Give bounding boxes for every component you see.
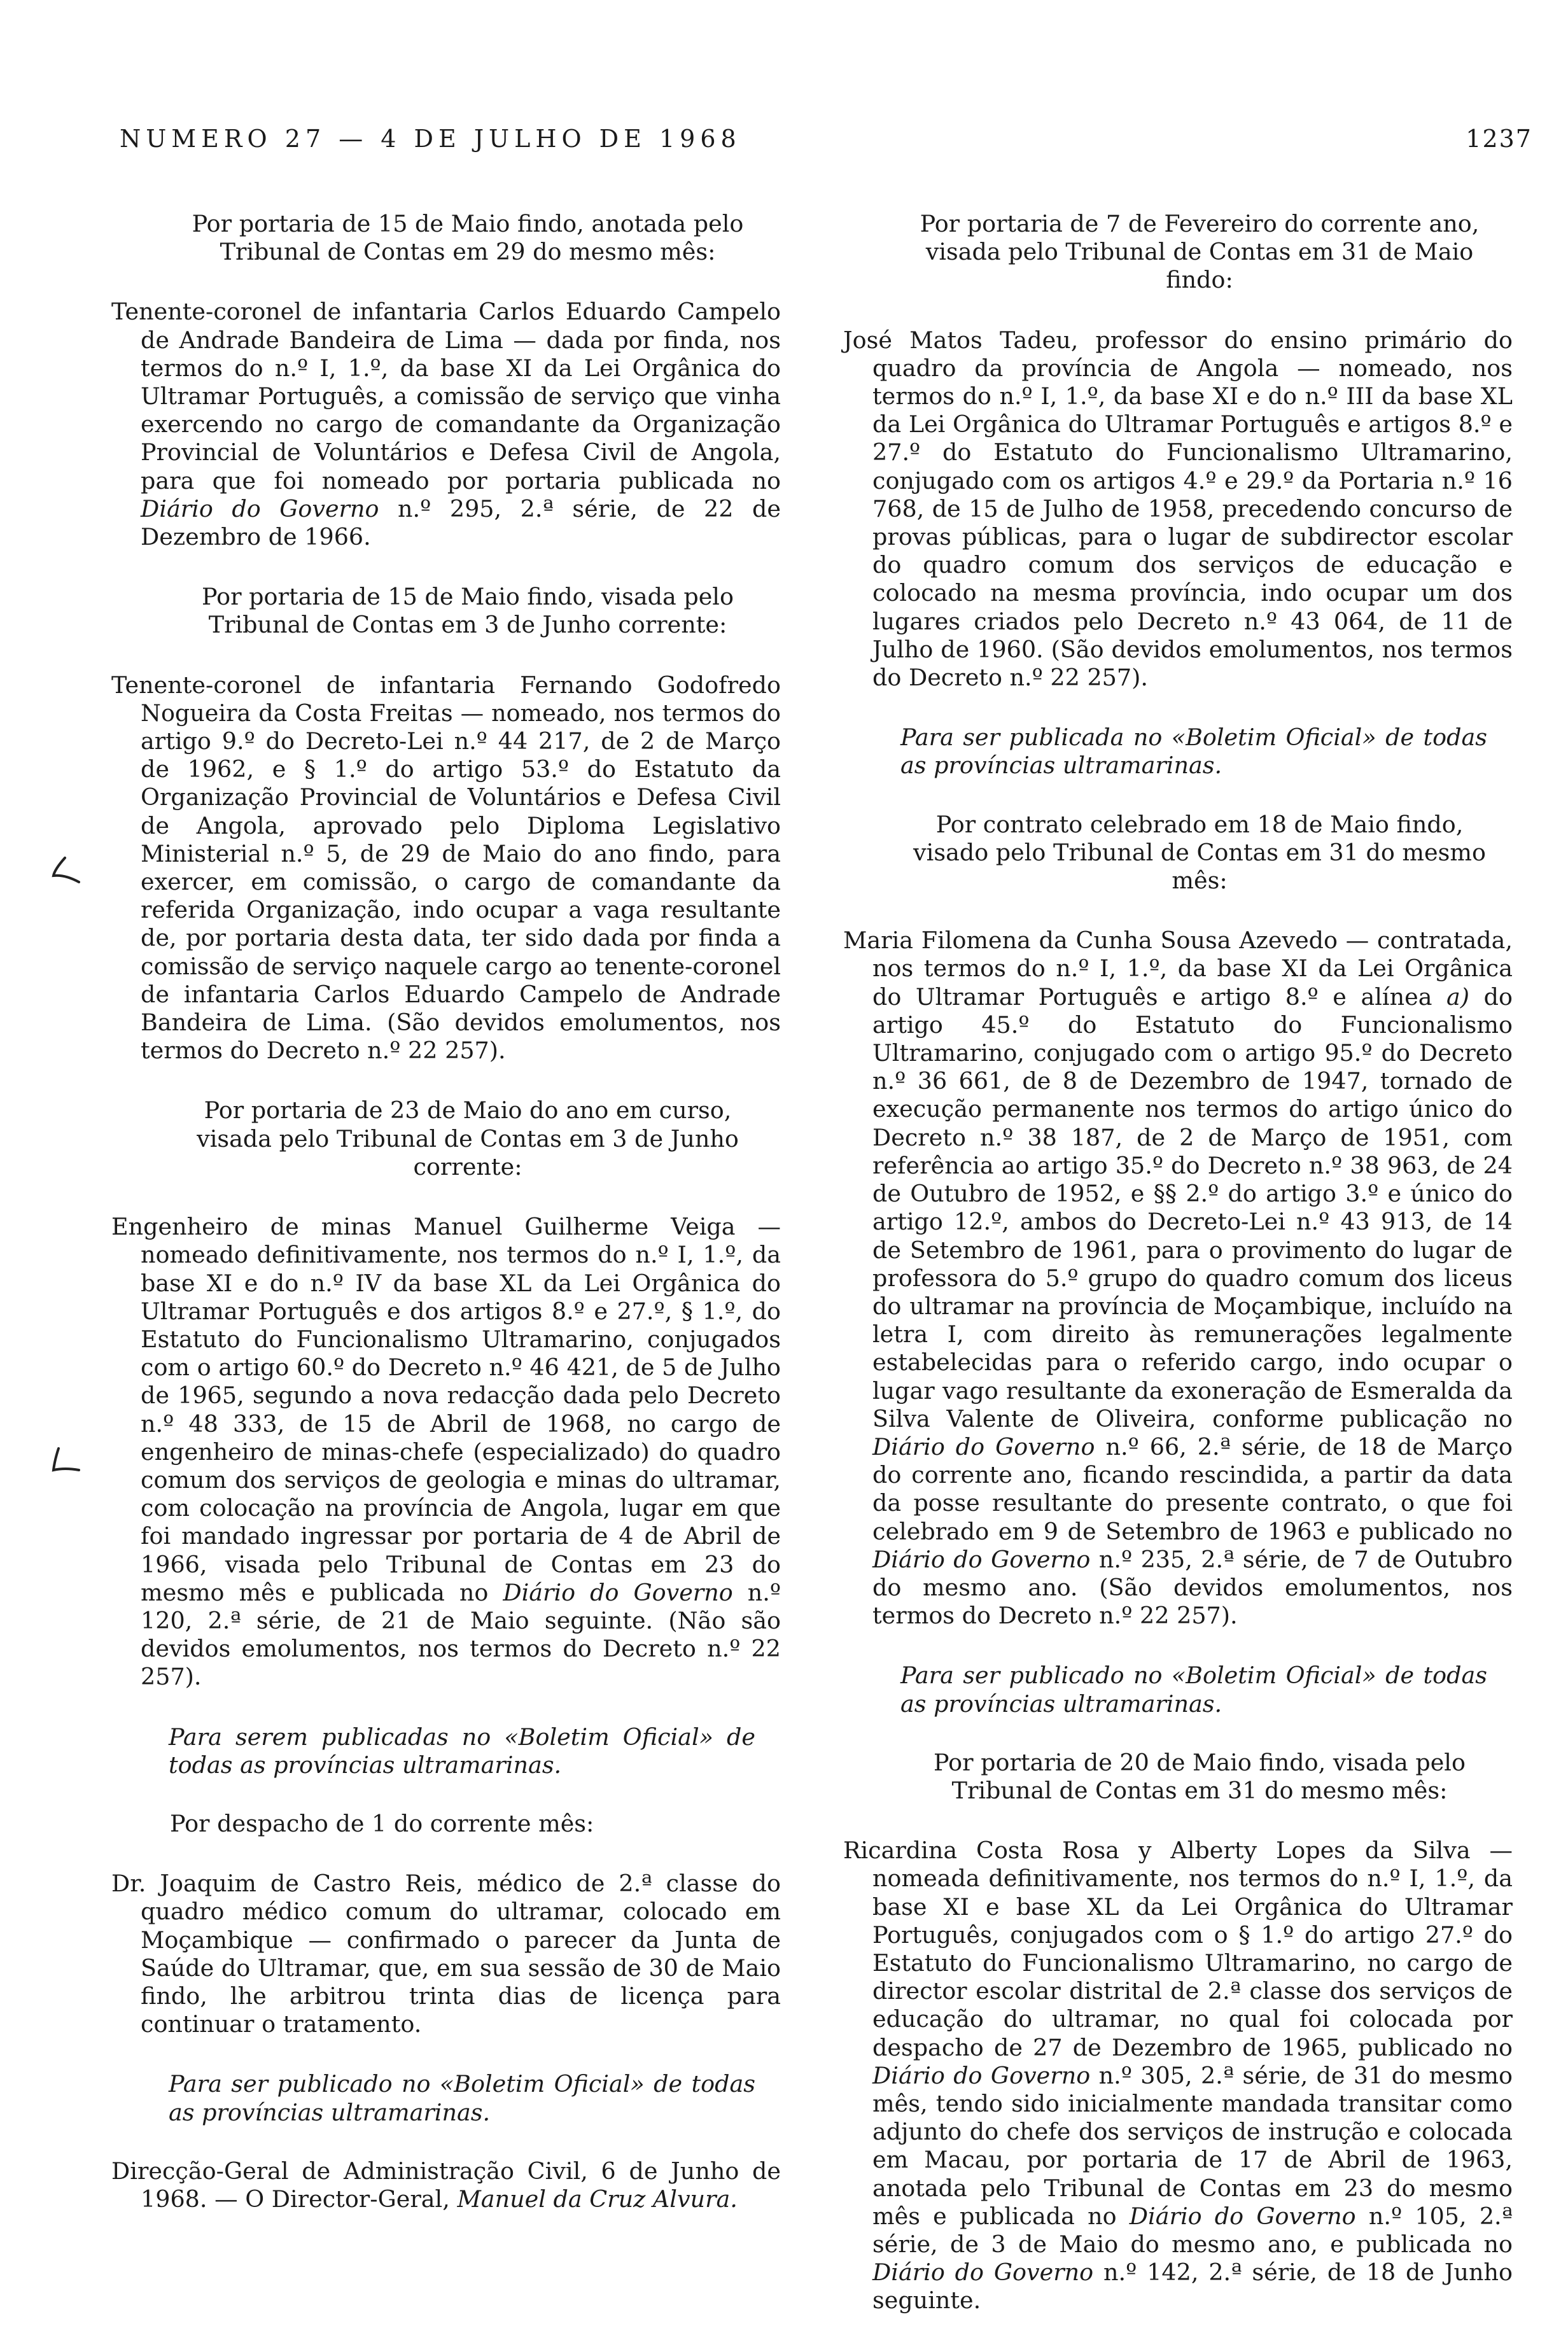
intro-paragraph: Por portaria de 15 de Maio findo, visada pelo Tribunal de Contas em 3 de Junho corrente:: [202, 583, 734, 639]
entry-paragraph: Dr. Joaquim de Castro Reis, médico de 2.ª classe do quadro médico comum do ultramar, colocado em Moçambique — confirmado o parecer da Junta de Saúde do Ultramar, que, em sua sessão de 30 de Maio findo, lhe arbitrou trinta dias de licença para continuar o tratamento.: [111, 1870, 781, 2038]
intro-paragraph: Por contrato celebrado em 18 de Maio findo, visado pelo Tribunal de Contas em 31 do mesmo mês:: [913, 810, 1486, 895]
entry-paragraph: Tenente-coronel de infantaria Fernando Godofredo Nogueira da Costa Freitas — nomeado, nos termos do artigo 9.º do Decreto-Lei n.º 44 217, de 2 de Março de 1962, e § 1.º do artigo 53.º do Estatuto da Organização Provincial de Voluntários e Defesa Civil de Angola, aprovado pelo Diploma Legislativo Ministerial n.º 5, de 29 de Maio do ano findo, para exercer, em comissão, o cargo de comandante da referida Organização, indo ocupar a vaga resultante de, por portaria desta data, ter sido dada por finda a comissão de serviço naquele cargo ao tenente-coronel de infantaria Carlos Eduardo Campelo de Andrade Bandeira de Lima. (São devidos emolumentos, nos termos do Decreto n.º 22 257).: [111, 671, 781, 1065]
signature-line: Direcção-Geral de Administração Civil, 6 de Junho de 1968. — O Director-Geral, Manuel da Cruz Alvura.: [111, 2157, 781, 2213]
publication-note: Para ser publicada no «Boletim Oficial» de todas as províncias ultramarinas.: [900, 724, 1487, 780]
header-title: NUMERO 27 — 4 DE JULHO DE 1968: [120, 125, 741, 153]
entry-paragraph: Engenheiro de minas Manuel Guilherme Veiga — nomeado definitivamente, nos termos do n.º I, 1.º, da base XI e do n.º IV da base XL da Lei Orgânica do Ultramar Português e dos artigos 8.º e 27.º, § 1.º, do Estatuto do Funcionalismo Ultramarino, conjugados com o artigo 60.º do Decreto n.º 46 421, de 5 de Julho de 1965, segundo a nova redacção dada pelo Decreto n.º 48 333, de 15 de Abril de 1968, no cargo de engenheiro de minas-chefe (especializado) do quadro comum dos serviços de geologia e minas do ultramar, com colocação na província de Angola, lugar em que foi mandado ingressar por portaria de 4 de Abril de 1966, visada pelo Tribunal de Contas em 23 do mesmo mês e publicada no Diário do Governo n.º 120, 2.ª série, de 21 de Maio seguinte. (Não são devidos emolumentos, nos termos do Decreto n.º 22 257).: [111, 1213, 781, 1691]
entry-paragraph: Tenente-coronel de infantaria Carlos Eduardo Campelo de Andrade Bandeira de Lima — dada por finda, nos termos do n.º I, 1.º, da base XI da Lei Orgânica do Ultramar Português, a comissão de serviço que vinha exercendo no cargo de comandante da Organização Provincial de Voluntários e Defesa Civil de Angola, para que foi nomeado por portaria publicada no Diário do Governo n.º 295, 2.ª série, de 22 de Dezembro de 1966.: [111, 298, 781, 551]
handwritten-mark-icon: [45, 1445, 83, 1483]
publication-note: Para ser publicado no «Boletim Oficial» de todas as províncias ultramarinas.: [900, 1662, 1487, 1718]
intro-paragraph: Por portaria de 20 de Maio findo, visada pelo Tribunal de Contas em 31 do mesmo mês:: [934, 1748, 1466, 1804]
entry-paragraph: Ricardina Costa Rosa y Alberty Lopes da Silva — nomeada definitivamente, nos termos do n.º I, 1.º, da base XI e base XL da Lei Orgânica do Ultramar Português, conjugados com o § 1.º do artigo 27.º do Estatuto do Funcionalismo Ultramarino, no cargo de director escolar distrital de 2.ª classe dos serviços de educação do ultramar, no qual foi colocada por despacho de 27 de Dezembro de 1965, publicado no Diário do Governo n.º 305, 2.ª série, de 31 do mesmo mês, tendo sido inicialmente mandada transitar como adjunto do chefe dos serviços de instrução e colocada em Macau, por portaria de 17 de Abril de 1963, anotada pelo Tribunal de Contas em 23 do mesmo mês e publicada no Diário do Governo n.º 105, 2.ª série, de 3 de Maio do mesmo ano, e publicada no Diário do Governo n.º 142, 2.ª série, de 18 de Junho seguinte.: [843, 1837, 1513, 2315]
right-column: [843, 210, 1513, 2347]
left-column: [111, 210, 781, 2213]
intro-paragraph: Por portaria de 7 de Fevereiro do corrente ano, visada pelo Tribunal de Contas em 31 de Maio findo:: [920, 210, 1480, 294]
publication-note: Para serem publicadas no «Boletim Oficial» de todas as províncias ultramarinas.: [169, 1723, 755, 1779]
page-number: 1237: [1466, 125, 1532, 153]
page-header: [120, 125, 1532, 163]
intro-paragraph: Por portaria de 23 de Maio do ano em curso, visada pelo Tribunal de Contas em 3 de Junho corrente:: [197, 1096, 739, 1181]
handwritten-mark-icon: [46, 853, 84, 891]
entry-paragraph: Maria Filomena da Cunha Sousa Azevedo — contratada, nos termos do n.º I, 1.º, da base XI da Lei Orgânica do Ultramar Português e artigo 8.º e alínea a) do artigo 45.º do Estatuto do Funcionalismo Ultramarino, conjugado com o artigo 95.º do Decreto n.º 36 661, de 8 de Dezembro de 1947, tornado de execução permanente nos termos do artigo único do Decreto n.º 38 187, de 2 de Março de 1951, com referência ao artigo 35.º do Decreto n.º 38 963, de 24 de Outubro de 1952, e §§ 2.º do artigo 3.º e único do artigo 12.º, ambos do Decreto-Lei n.º 43 913, de 14 de Setembro de 1961, para o provimento do lugar de professora do 5.º grupo do quadro comum dos liceus do ultramar na província de Moçambique, incluído na letra I, com direito às remunerações legalmente estabelecidas para o referido cargo, indo ocupar o lugar vago resultante da exoneração de Esmeralda da Silva Valente de Oliveira, conforme publicação no Diário do Governo n.º 66, 2.ª série, de 18 de Março do corrente ano, ficando rescindida, a partir da data da posse resultante do presente contrato, o que foi celebrado em 9 de Setembro de 1963 e publicado no Diário do Governo n.º 235, 2.ª série, de 7 de Outubro do mesmo ano. (São devidos emolumentos, nos termos do Decreto n.º 22 257).: [843, 927, 1513, 1630]
entry-paragraph: José Matos Tadeu, professor do ensino primário do quadro da província de Angola — nomeado, nos termos do n.º I, 1.º, da base XI e do n.º III da base XL da Lei Orgânica do Ultramar Português e artigos 8.º e 27.º do Estatuto do Funcionalismo Ultramarino, conjugado com os artigos 4.º e 29.º da Portaria n.º 16 768, de 15 de Julho de 1958, precedendo concurso de provas públicas, para o lugar de subdirector escolar do quadro comum dos serviços de educação e colocado na mesma província, indo ocupar um dos lugares criados pelo Decreto n.º 43 064, de 11 de Julho de 1960. (São devidos emolumentos, nos termos do Decreto n.º 22 257).: [843, 326, 1513, 692]
publication-note: Para ser publicado no «Boletim Oficial» de todas as províncias ultramarinas.: [169, 2070, 755, 2126]
intro-paragraph: Por portaria de 15 de Maio findo, anotada pelo Tribunal de Contas em 29 do mesmo mês:: [192, 210, 744, 266]
intro-paragraph: Por despacho de 1 do corrente mês:: [170, 1809, 594, 1837]
